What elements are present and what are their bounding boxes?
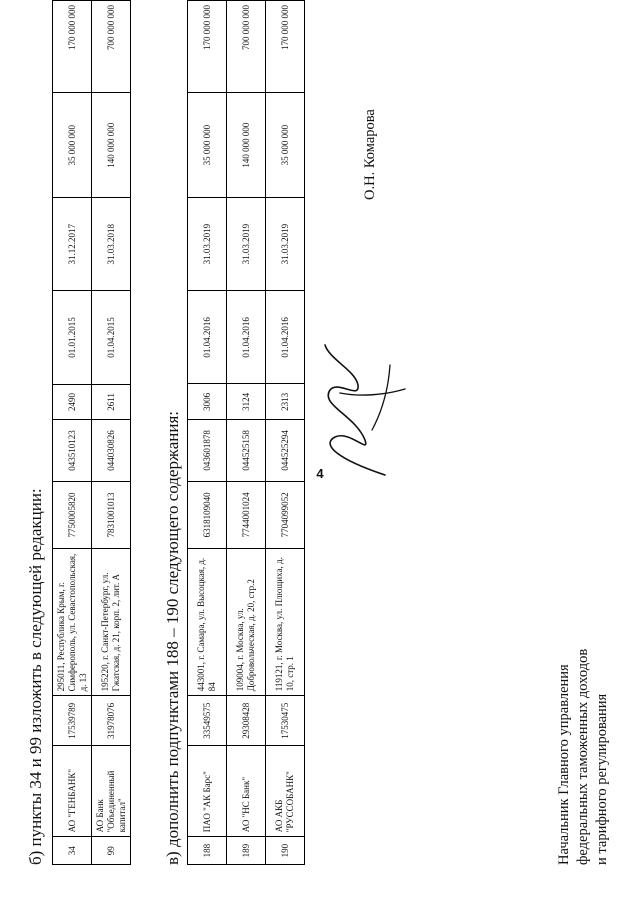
cell-inn: 7750005820 xyxy=(53,481,92,548)
cell-limit2: 700 000 000 xyxy=(92,1,131,93)
page-number: 4 xyxy=(316,466,324,481)
section-c-table xyxy=(187,0,305,865)
cell-licence: 3124 xyxy=(227,384,266,420)
cell-bik: 044525294 xyxy=(266,420,305,482)
cell-licence: 2313 xyxy=(266,384,305,420)
cell-reg: 17539789 xyxy=(53,696,92,746)
cell-start: 01.04.2016 xyxy=(227,291,266,384)
cell-start: 01.04.2016 xyxy=(266,291,305,384)
cell-bik: 044525158 xyxy=(227,420,266,482)
cell-limit2: 170 000 000 xyxy=(53,1,92,93)
cell-num: 190 xyxy=(266,837,305,865)
signer-position xyxy=(555,649,612,865)
cell-limit1: 35 000 000 xyxy=(53,93,92,198)
cell-limit2: 170 000 000 xyxy=(188,1,227,93)
signer-position-line: и тарифного регулирования xyxy=(594,693,610,865)
cell-end: 31.03.2018 xyxy=(92,198,131,291)
signer-position-line: Начальник Главного управления xyxy=(556,664,572,865)
cell-licence: 2611 xyxy=(92,384,131,420)
cell-bank: ПАО "АК Барс" xyxy=(188,746,227,837)
table-row xyxy=(266,1,305,865)
cell-reg: 29308428 xyxy=(227,696,266,746)
cell-end: 31.12.2017 xyxy=(53,198,92,291)
cell-address: 195220, г. Санкт-Петербург, ул. Гжатская, д. 21, корп. 2, лит. А xyxy=(92,549,131,696)
cell-licence: 3006 xyxy=(188,384,227,420)
cell-bik: 043601878 xyxy=(188,420,227,482)
cell-start: 01.01.2015 xyxy=(53,291,92,384)
cell-address: 295011, Республика Крым, г. Симферополь, ул. Севастопольская, д. 13 xyxy=(53,549,92,696)
signer-name: О.Н. Комарова xyxy=(362,109,378,200)
cell-inn: 7704099052 xyxy=(266,481,305,548)
cell-address: 109004, г. Москва, ул. Добровольческая, д. 20, стр.2 xyxy=(227,549,266,696)
cell-reg: 31978076 xyxy=(92,696,131,746)
cell-end: 31.03.2019 xyxy=(188,198,227,291)
cell-num: 99 xyxy=(92,837,131,865)
cell-inn: 7831001013 xyxy=(92,481,131,548)
table-row xyxy=(188,1,227,865)
cell-end: 31.03.2019 xyxy=(227,198,266,291)
cell-limit1: 140 000 000 xyxy=(227,93,266,198)
table-row xyxy=(53,1,92,865)
section-c-rows xyxy=(188,1,305,865)
table-row xyxy=(92,1,131,865)
cell-limit1: 140 000 000 xyxy=(92,93,131,198)
cell-bank: АО АКБ "РУССОБАНК" xyxy=(266,746,305,837)
cell-limit2: 170 000 000 xyxy=(266,1,305,93)
handwritten-signature xyxy=(300,335,415,485)
section-b-rows xyxy=(53,1,131,865)
cell-end: 31.03.2019 xyxy=(266,198,305,291)
cell-start: 01.04.2016 xyxy=(188,291,227,384)
cell-bank: АО "НС Банк" xyxy=(227,746,266,837)
cell-licence: 2490 xyxy=(53,384,92,420)
cell-limit1: 35 000 000 xyxy=(266,93,305,198)
section-c-heading: в) дополнить подпунктами 188 – 190 следующего содержания: xyxy=(163,410,182,865)
cell-limit2: 700 000 000 xyxy=(227,1,266,93)
cell-limit1: 35 000 000 xyxy=(188,93,227,198)
cell-num: 34 xyxy=(53,837,92,865)
cell-num: 188 xyxy=(188,837,227,865)
cell-address: 119121, г. Москва, ул. Плющиха, д. 10, стр. 1 xyxy=(266,549,305,696)
cell-bik: 044030826 xyxy=(92,420,131,482)
cell-address: 443001, г. Самара, ул. Высоцкая, д. 84 xyxy=(188,549,227,696)
section-b-table xyxy=(52,0,131,865)
cell-bank: АО "ГЕНБАНК" xyxy=(53,746,92,837)
cell-inn: 6318109040 xyxy=(188,481,227,548)
section-b-heading: б) пункты 34 и 99 изложить в следующей редакции: xyxy=(26,488,45,865)
cell-reg: 33549575 xyxy=(188,696,227,746)
cell-inn: 7744001024 xyxy=(227,481,266,548)
cell-num: 189 xyxy=(227,837,266,865)
cell-start: 01.04.2015 xyxy=(92,291,131,384)
table-row xyxy=(227,1,266,865)
cell-bik: 043510123 xyxy=(53,420,92,482)
cell-reg: 17530475 xyxy=(266,696,305,746)
cell-bank: АО Банк "Объединенный капитал" xyxy=(92,746,131,837)
signer-position-line: федеральных таможенных доходов xyxy=(575,648,591,865)
